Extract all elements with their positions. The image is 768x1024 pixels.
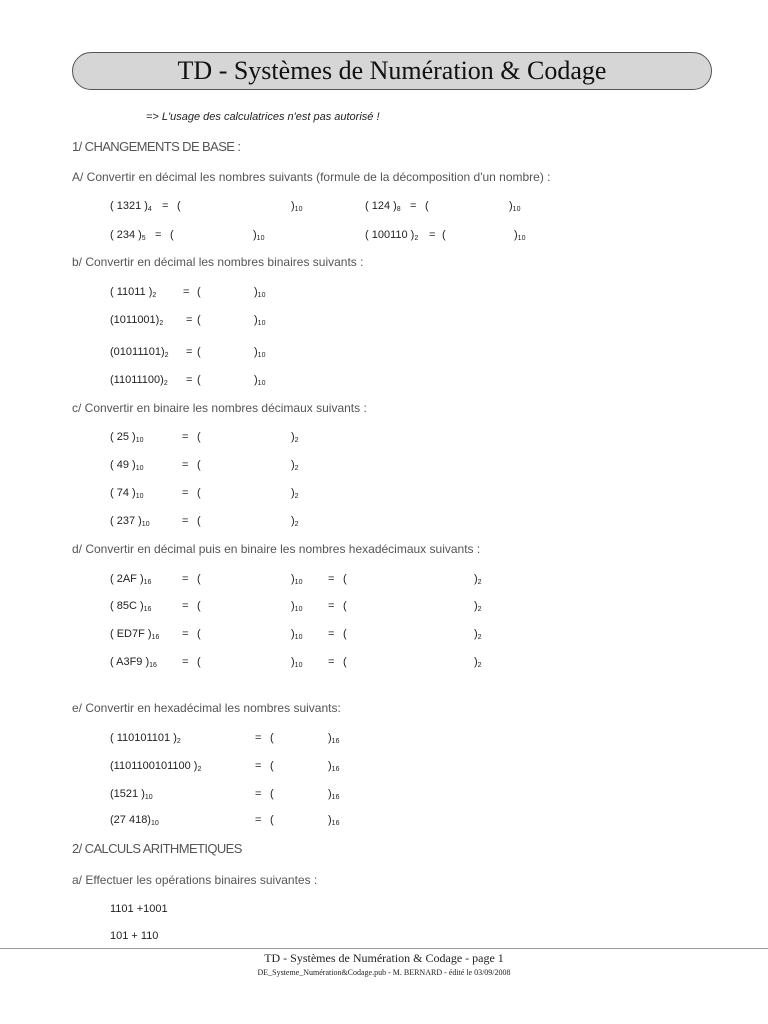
exercise-c2: [110, 459, 143, 472]
base-subscript: 2: [163, 380, 168, 387]
close-paren: ): [291, 573, 295, 585]
answer-close: [291, 431, 299, 444]
number: ( 49 ): [110, 459, 136, 471]
result-base: 10: [294, 606, 303, 613]
result-base: 10: [294, 206, 303, 213]
result-base: 2: [477, 634, 482, 641]
answer-close: [291, 628, 302, 641]
equals-sign: =: [255, 788, 262, 800]
open-paren: (: [177, 200, 181, 212]
question-d-label: d/ Convertir en décimal puis en binaire les nombres hexadécimaux suivants :: [72, 542, 481, 556]
equals-sign: =: [328, 628, 335, 640]
number: ( 110101101 ): [110, 732, 177, 744]
close-paren: ): [328, 788, 332, 800]
open-paren: (: [343, 573, 347, 585]
exercise-e2: [110, 760, 201, 773]
number: ( 237 ): [110, 515, 142, 527]
exercise-b3: [110, 346, 169, 359]
number: (27 418): [110, 814, 151, 826]
open-paren: (: [425, 200, 429, 212]
result-base: 10: [512, 206, 521, 213]
base-subscript: 4: [147, 206, 152, 213]
base-subscript: 10: [141, 521, 150, 528]
exercise-d3: [110, 628, 159, 641]
equals-sign: =: [410, 200, 417, 212]
answer-close: [291, 200, 302, 213]
binary-operation: 1101 +1001: [110, 903, 168, 915]
close-paren: ): [291, 600, 295, 612]
base-subscript: 2: [164, 352, 169, 359]
close-paren: ): [328, 732, 332, 744]
answer-close: [328, 732, 339, 745]
close-paren: ): [254, 346, 258, 358]
result-base: 10: [294, 662, 303, 669]
answer-close: [254, 286, 265, 299]
close-paren: ): [291, 515, 295, 527]
number: ( A3F9 ): [110, 656, 150, 668]
result-base: 2: [477, 579, 482, 586]
exercise-b2: [110, 314, 163, 327]
equals-sign: =: [182, 600, 189, 612]
base-subscript: 2: [414, 235, 419, 242]
open-paren: (: [343, 600, 347, 612]
exercise-d1: [110, 573, 151, 586]
number: ( 11011 ): [110, 286, 153, 298]
result-base: 10: [257, 380, 266, 387]
result-base: 16: [331, 738, 340, 745]
equals-sign: =: [155, 229, 162, 241]
open-paren: (: [343, 628, 347, 640]
result-base: 10: [257, 320, 266, 327]
exercise-a2: [365, 200, 401, 213]
equals-sign: =: [162, 200, 169, 212]
equals-sign: =: [182, 628, 189, 640]
exercise-d4: [110, 656, 157, 669]
close-paren: ): [291, 628, 295, 640]
close-paren: ): [291, 431, 295, 443]
close-paren: ): [254, 374, 258, 386]
exercise-c3: [110, 487, 143, 500]
equals-sign: =: [182, 431, 189, 443]
result-base: 16: [331, 820, 340, 827]
result-base: 10: [294, 634, 303, 641]
result-base: 2: [294, 437, 299, 444]
answer-close: [291, 459, 299, 472]
close-paren: ): [474, 656, 478, 668]
equals-sign: =: [328, 600, 335, 612]
answer-close: [291, 600, 302, 613]
number: ( 234 ): [110, 229, 142, 241]
open-paren: (: [197, 286, 201, 298]
close-paren: ): [253, 229, 257, 241]
close-paren: ): [291, 487, 295, 499]
answer-close: [291, 573, 302, 586]
close-paren: ): [514, 229, 518, 241]
footer-page-line: TD - Systèmes de Numération & Codage - page 1: [264, 951, 504, 965]
base-subscript: 5: [141, 235, 146, 242]
answer-close: [291, 656, 302, 669]
base-subscript: 16: [151, 634, 160, 641]
close-paren: ): [474, 573, 478, 585]
open-paren: (: [197, 600, 201, 612]
open-paren: (: [197, 573, 201, 585]
equals-sign: =: [328, 573, 335, 585]
number: ( 100110 ): [365, 229, 415, 241]
open-paren: (: [197, 628, 201, 640]
close-paren: ): [328, 814, 332, 826]
exercise-a1: [110, 200, 152, 213]
base-subscript: 10: [144, 794, 153, 801]
question-2a-label: a/ Effectuer les opérations binaires suivantes :: [72, 873, 318, 887]
close-paren: ): [474, 600, 478, 612]
base-subscript: 16: [143, 606, 152, 613]
exercise-d2: [110, 600, 151, 613]
result-base: 2: [477, 606, 482, 613]
result-base: 16: [331, 794, 340, 801]
exercise-e3: [110, 788, 153, 801]
number: ( 25 ): [110, 431, 136, 443]
open-paren: (: [197, 374, 201, 386]
open-paren: (: [170, 229, 174, 241]
question-e-label: e/ Convertir en hexadécimal les nombres suivants:: [72, 701, 341, 715]
answer-close: [474, 628, 482, 641]
open-paren: (: [197, 459, 201, 471]
exercise-a4: [365, 229, 418, 242]
base-subscript: 10: [135, 493, 144, 500]
answer-close: [254, 374, 265, 387]
number: (1011001): [110, 314, 160, 326]
footer-divider: [0, 948, 768, 949]
result-base: 2: [294, 465, 299, 472]
result-base: 10: [257, 292, 266, 299]
footer-file-line: DE_Systeme_Numération&Codage.pub - M. BERNARD - édité le 03/09/2008: [257, 968, 511, 977]
number: ( 124 ): [365, 200, 397, 212]
result-base: 2: [294, 521, 299, 528]
exercise-a3: [110, 229, 146, 242]
section-2-title: 2/ CALCULS ARITHMETIQUES: [72, 841, 242, 856]
number: (01011101): [110, 346, 165, 358]
open-paren: (: [270, 760, 274, 772]
equals-sign: =: [429, 229, 436, 241]
close-paren: ): [291, 459, 295, 471]
base-subscript: 2: [176, 738, 181, 745]
equals-sign: =: [186, 374, 193, 386]
close-paren: ): [254, 314, 258, 326]
equals-sign: =: [255, 732, 262, 744]
section-1-title: 1/ CHANGEMENTS DE BASE :: [72, 139, 241, 154]
open-paren: (: [442, 229, 446, 241]
open-paren: (: [270, 814, 274, 826]
result-base: 16: [331, 766, 340, 773]
number: ( 2AF ): [110, 573, 144, 585]
open-paren: (: [197, 346, 201, 358]
close-paren: ): [291, 656, 295, 668]
base-subscript: 2: [197, 766, 202, 773]
equals-sign: =: [183, 286, 190, 298]
number: ( 85C ): [110, 600, 144, 612]
result-base: 2: [477, 662, 482, 669]
equals-sign: =: [182, 573, 189, 585]
number: ( 74 ): [110, 487, 136, 499]
page-title: TD - Systèmes de Numération & Codage: [177, 56, 607, 85]
answer-close: [291, 487, 299, 500]
question-c-label: c/ Convertir en binaire les nombres décimaux suivants :: [72, 401, 367, 415]
equals-sign: =: [186, 314, 193, 326]
binary-operation: 101 + 110: [110, 930, 159, 942]
equals-sign: =: [328, 656, 335, 668]
answer-close: [474, 656, 482, 669]
open-paren: (: [197, 487, 201, 499]
open-paren: (: [197, 515, 201, 527]
result-base: 10: [256, 235, 265, 242]
close-paren: ): [291, 200, 295, 212]
base-subscript: 8: [396, 206, 401, 213]
exercise-c4: [110, 515, 150, 528]
number: (1521 ): [110, 788, 145, 800]
answer-close: [253, 229, 264, 242]
base-subscript: 10: [135, 437, 144, 444]
result-base: 2: [294, 493, 299, 500]
result-base: 10: [257, 352, 266, 359]
question-a-label: A/ Convertir en décimal les nombres suivants (formule de la décomposition d'un nombre) :: [72, 170, 551, 184]
result-base: 10: [517, 235, 526, 242]
calculator-note: => L'usage des calculatrices n'est pas autorisé !: [146, 111, 380, 123]
base-subscript: 10: [135, 465, 144, 472]
answer-close: [328, 760, 339, 773]
result-base: 10: [294, 579, 303, 586]
number: (11011100): [110, 374, 164, 386]
answer-close: [254, 314, 265, 327]
equals-sign: =: [255, 814, 262, 826]
open-paren: (: [343, 656, 347, 668]
equals-sign: =: [186, 346, 193, 358]
base-subscript: 16: [143, 579, 152, 586]
exercise-e4: [110, 814, 159, 827]
exercise-e1: [110, 732, 181, 745]
equals-sign: =: [182, 656, 189, 668]
answer-close: [328, 788, 339, 801]
equals-sign: =: [255, 760, 262, 772]
base-subscript: 2: [152, 292, 157, 299]
close-paren: ): [474, 628, 478, 640]
open-paren: (: [197, 656, 201, 668]
answer-close: [474, 600, 482, 613]
answer-close: [291, 515, 299, 528]
answer-close: [509, 200, 520, 213]
base-subscript: 16: [149, 662, 157, 669]
equals-sign: =: [182, 459, 189, 471]
exercise-b4: [110, 374, 168, 387]
answer-close: [514, 229, 525, 242]
answer-close: [328, 814, 339, 827]
base-subscript: 10: [150, 820, 159, 827]
open-paren: (: [270, 732, 274, 744]
open-paren: (: [270, 788, 274, 800]
equals-sign: =: [182, 487, 189, 499]
answer-close: [254, 346, 265, 359]
open-paren: (: [197, 314, 201, 326]
base-subscript: 2: [159, 320, 164, 327]
exercise-c1: [110, 431, 143, 444]
close-paren: ): [509, 200, 513, 212]
number: ( ED7F ): [110, 628, 152, 640]
close-paren: ): [254, 286, 258, 298]
close-paren: ): [328, 760, 332, 772]
number: ( 1321 ): [110, 200, 148, 212]
number: (1101100101100 ): [110, 760, 198, 772]
equals-sign: =: [182, 515, 189, 527]
answer-close: [474, 573, 482, 586]
open-paren: (: [197, 431, 201, 443]
title-banner: [72, 52, 712, 90]
exercise-b1: [110, 286, 156, 299]
question-b-label: b/ Convertir en décimal les nombres binaires suivants :: [72, 255, 364, 269]
